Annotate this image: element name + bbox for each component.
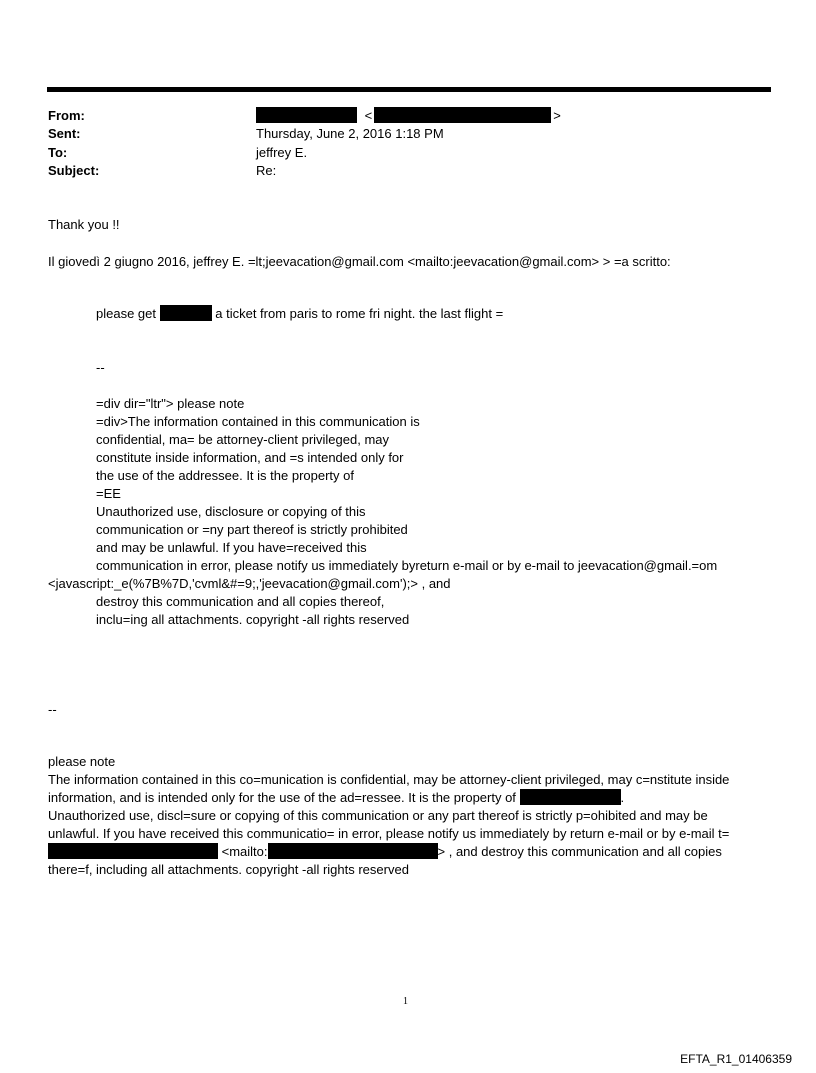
note-line: Unauthorized use, discl=sure or copying of this communication or any part thereof is strictly p=ohibited and may be xyxy=(48,808,708,823)
request-line xyxy=(96,305,503,323)
quoted-disclaimer-line: =div>The information contained in this communication is xyxy=(96,414,420,429)
javascript-link-line: <javascript:_e(%7B%7D,'cvml&#=9;,'jeevacation@gmail.com');> , and xyxy=(48,576,451,591)
note-line-text: . xyxy=(620,790,625,805)
redaction-box xyxy=(48,843,218,859)
quoted-disclaimer-line: communication or =ny part thereof is strictly prohibited xyxy=(96,522,408,537)
quoted-disclaimer-line: =div dir="ltr"> please note xyxy=(96,396,245,411)
note-line-text: <mailto: xyxy=(221,844,268,859)
page-number: 1 xyxy=(403,996,408,1007)
quote-intro: Il giovedì 2 giugno 2016, jeffrey E. =lt;jeevacation@gmail.com <mailto:jeevacation@gmail.com> > =a scritto: xyxy=(48,254,671,269)
to-value: jeffrey E. xyxy=(256,145,308,160)
note-title: please note xyxy=(48,754,116,769)
to-label: To: xyxy=(48,145,68,160)
note-line: The information contained in this co=munication is confidential, may be attorney-client privileged, may c=nstitute inside xyxy=(48,772,730,787)
note-line xyxy=(48,789,624,807)
request-post: a ticket from paris to rome fri night. the last flight = xyxy=(215,306,504,321)
from-value xyxy=(256,107,561,123)
quoted-disclaimer-line: Unauthorized use, disclosure or copying of this xyxy=(96,504,366,519)
from-lt: < xyxy=(364,108,373,123)
quoted-disclaimer-line: inclu=ing all attachments. copyright -all rights reserved xyxy=(96,612,410,627)
quoted-disclaimer-line: confidential, ma= be attorney-client privileged, may xyxy=(96,432,390,447)
sent-value: Thursday, June 2, 2016 1:18 PM xyxy=(256,126,444,141)
quoted-disclaimer-line: destroy this communication and all copies thereof, xyxy=(96,594,385,609)
quoted-disclaimer-line: constitute inside information, and =s intended only for xyxy=(96,450,404,465)
subject-value: Re: xyxy=(256,163,277,178)
redaction-box xyxy=(256,107,357,123)
note-line: there=f, including all attachments. copyright -all rights reserved xyxy=(48,862,409,877)
note-line: unlawful. If you have received this communicatio= in error, please notify us immediately by return e-mail or by e-mail t= xyxy=(48,826,730,841)
sent-label: Sent: xyxy=(48,126,81,141)
signature-separator: -- xyxy=(48,702,57,717)
request-pre: please get xyxy=(96,306,156,321)
quoted-disclaimer-line: communication in error, please notify us immediately byreturn e-mail or by e-mail to jeevacation@gmail.=om xyxy=(96,558,718,573)
subject-label: Subject: xyxy=(48,163,100,178)
signature-separator: -- xyxy=(96,360,105,375)
thanks-line: Thank you !! xyxy=(48,217,120,232)
header-divider xyxy=(47,87,771,92)
from-label: From: xyxy=(48,108,85,123)
quoted-disclaimer-line: the use of the addressee. It is the property of xyxy=(96,468,354,483)
document-id: EFTA_R1_01406359 xyxy=(680,1052,792,1066)
quoted-disclaimer-line: =EE xyxy=(96,486,121,501)
redaction-box xyxy=(520,789,621,805)
note-line xyxy=(48,843,722,861)
redaction-box xyxy=(374,107,551,123)
quoted-disclaimer-line: and may be unlawful. If you have=received this xyxy=(96,540,367,555)
note-line-text: > , and destroy this communication and all copies xyxy=(437,844,722,859)
note-line-text: information, and is intended only for the use of the ad=ressee. It is the property of xyxy=(48,790,516,805)
redaction-box xyxy=(160,305,212,321)
from-gt: > xyxy=(553,108,561,123)
redaction-box xyxy=(268,843,438,859)
